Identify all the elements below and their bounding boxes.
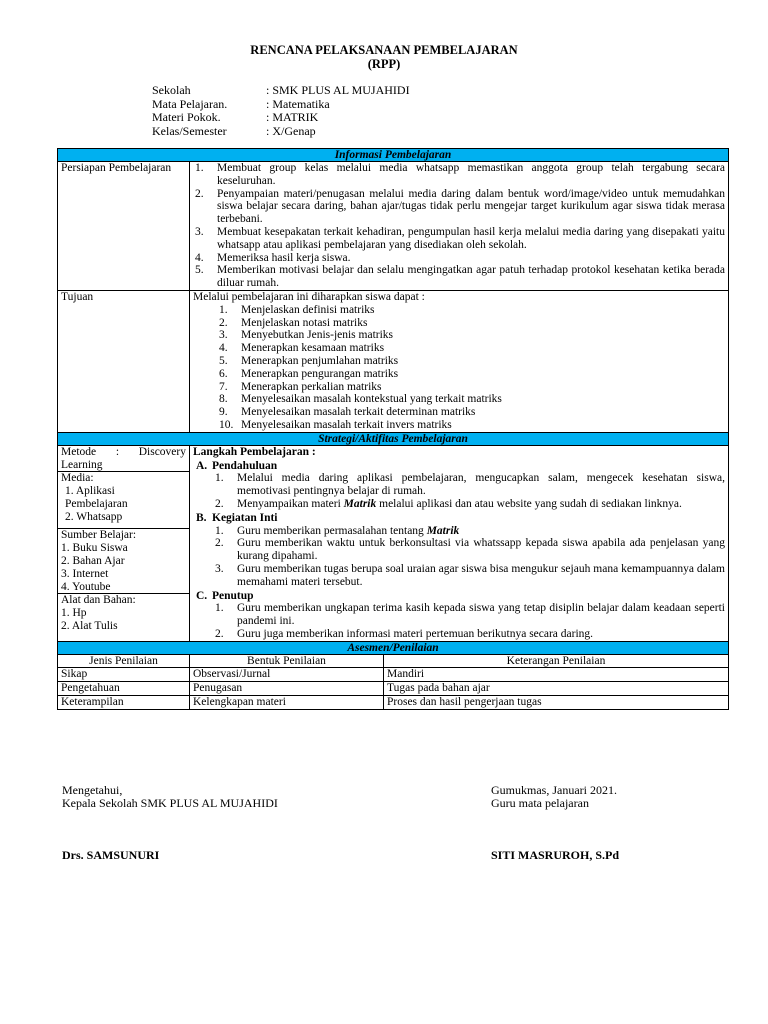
alat-item: 2. Alat Tulis: [61, 619, 118, 632]
identity-row: [152, 111, 410, 125]
signature-left-line1: Mengetahui,: [62, 783, 123, 797]
section-heading: C. Penutup: [196, 589, 254, 602]
column-header: Jenis Penilaian: [58, 654, 190, 668]
list-item: 5. Menerapkan penjumlahan matriks: [219, 354, 399, 367]
table-row: [58, 696, 729, 710]
table-row: [58, 668, 729, 682]
table-row: [58, 654, 729, 668]
list-item: 4. Memeriksa hasil kerja siswa.: [195, 251, 351, 264]
tujuan-intro: Melalui pembelajaran ini diharapkan siswa dapat :: [193, 290, 425, 303]
identity-value: : X/Genap: [266, 123, 316, 138]
list-item: 3. Guru memberikan tugas berupa soal uraian agar siswa bisa mengukur sejauh mana kemampuannya dalam memahami materi tersebut.: [215, 562, 725, 588]
list-item: 2. Menjelaskan notasi matriks: [219, 316, 368, 329]
alat-block: [58, 594, 189, 632]
list-item: 1. Melalui media daring aplikasi pembelajaran, mengucapkan salam, mengecek kesehatan siswa, memotivasi pentingnya belajar di rumah.: [215, 472, 725, 498]
table-cell: Tugas pada bahan ajar: [384, 682, 729, 696]
column-header: Bentuk Penilaian: [190, 654, 384, 668]
list-item: 3. Menyebutkan Jenis-jenis matriks: [219, 329, 394, 342]
alat-label: Alat dan Bahan:: [61, 594, 136, 607]
tujuan-cell: [190, 290, 729, 432]
signature-right-line1: Gumukmas, Januari 2021.: [491, 783, 617, 797]
media-block: [58, 472, 189, 529]
identity-key: Materi Pokok.: [152, 110, 221, 124]
column-header: Keterangan Penilaian: [384, 654, 729, 668]
identity-block: [152, 84, 410, 138]
list-item: 1. Guru memberikan ungkapan terima kasih kepada siswa yang tetap disiplin belajar dalam keadaan seperti pandemi ini.: [215, 602, 725, 628]
persiapan-cell: [190, 162, 729, 291]
metode-text: Metode : Discovery Learning: [58, 446, 189, 473]
identity-row: [152, 98, 410, 112]
asesmen-header: Asesmen/Penilaian: [58, 641, 729, 654]
signature-right: [491, 784, 617, 810]
table-cell: Kelengkapan materi: [190, 696, 384, 710]
table-cell: Mandiri: [384, 668, 729, 682]
sumber-block: [58, 529, 189, 594]
signature-left-name: Drs. SAMSUNURI: [62, 848, 160, 862]
list-item: 1. Menjelaskan definisi matriks: [219, 303, 375, 316]
tujuan-label: Tujuan: [58, 290, 190, 432]
media-label: Media:: [61, 472, 94, 485]
list-item: 4. Menerapkan kesamaan matriks: [219, 342, 385, 355]
table-cell: Pengetahuan: [58, 682, 190, 696]
identity-key: Kelas/Semester: [152, 123, 227, 138]
identity-key: Sekolah: [152, 83, 191, 97]
media-item: 2. Whatsapp: [65, 510, 123, 523]
identity-value: : SMK PLUS AL MUJAHIDI: [266, 83, 410, 97]
table-cell: Proses dan hasil pengerjaan tugas: [384, 696, 729, 710]
document-subtitle: (RPP): [367, 57, 401, 71]
list-item: 5. Memberikan motivasi belajar dan selalu mengingatkan agar patuh terhadap protokol kesehatan ketika berada diluar rumah.: [195, 264, 725, 290]
info-header: Informasi Pembelajaran: [58, 149, 729, 162]
identity-key: Mata Pelajaran.: [152, 96, 228, 111]
rpp-table: [57, 148, 729, 710]
identity-row: [152, 84, 410, 98]
alat-item: 1. Hp: [61, 607, 87, 620]
signature-right-name: SITI MASRUROH, S.Pd: [491, 848, 620, 862]
list-item: 1. Guru memberikan permasalahan tentang Matrik: [215, 524, 460, 537]
identity-row: [152, 125, 410, 139]
table-row: [58, 682, 729, 696]
signature-left-line2: Kepala Sekolah SMK PLUS AL MUJAHIDI: [62, 796, 278, 810]
document-title: RENCANA PELAKSANAAN PEMBELAJARAN: [250, 43, 518, 57]
list-item: 2. Menyampaikan materi Matrik melalui aplikasi dan atau website yang sudah di sediakan linknya.: [215, 497, 682, 510]
list-item: 2. Penyampaian materi/penugasan melalui media daring dalam bentuk word/image/video untuk memudahkan siswa belajar secara daring, bahan ajar/tugas tidak perlu mengejar target kurikulum agar siswa tidak merasa terbebani.: [195, 187, 725, 226]
media-item: 1. Aplikasi Pembelajaran: [65, 485, 128, 510]
signature-left: [62, 784, 278, 810]
signature-right-line2: Guru mata pelajaran: [491, 796, 589, 810]
sumber-item: 1. Buku Siswa: [61, 542, 128, 555]
table-cell: Observasi/Jurnal: [190, 668, 384, 682]
list-item: 7. Menerapkan perkalian matriks: [219, 380, 382, 393]
sumber-item: 3. Internet: [61, 567, 109, 580]
list-item: 8. Menyelesaikan masalah kontekstual yang terkait matriks: [219, 393, 502, 406]
table-cell: Keterampilan: [58, 696, 190, 710]
table-cell: Penugasan: [190, 682, 384, 696]
section-heading: A. Pendahuluan: [196, 459, 278, 472]
strategi-header: Strategi/Aktifitas Pembelajaran: [58, 432, 729, 445]
list-item: 1. Membuat group kelas melalui media whatsapp memastikan anggota group telah tergabung secara keseluruhan.: [195, 162, 725, 187]
persiapan-label: Persiapan Pembelajaran: [58, 162, 190, 291]
identity-value: : MATRIK: [266, 110, 319, 124]
section-heading: B. Kegiatan Inti: [196, 511, 278, 524]
list-item: 9. Menyelesaikan masalah terkait determinan matriks: [219, 406, 476, 419]
sumber-item: 2. Bahan Ajar: [61, 554, 125, 567]
list-item: 2. Guru memberikan waktu untuk berkonsultasi via whatssapp kepada siswa apabila ada penjelasan yang kurang dipahami.: [215, 537, 725, 563]
sumber-item: 4. Youtube: [61, 580, 111, 593]
list-item: 6. Menerapkan pengurangan matriks: [219, 367, 399, 380]
identity-value: : Matematika: [266, 96, 330, 111]
langkah-title: Langkah Pembelajaran :: [193, 445, 316, 458]
sumber-label: Sumber Belajar:: [61, 529, 137, 542]
list-item: 2. Guru juga memberikan informasi materi pertemuan berikutnya secara daring.: [215, 627, 594, 640]
list-item: 10. Menyelesaikan masalah terkait invers matriks: [219, 418, 452, 431]
list-item: 3. Membuat kesepakatan terkait kehadiran, pengumpulan hasil kerja melalui media daring yang disepakati yaitu whatsapp atau aplikasi pembelajaran yang disediakan oleh sekolah.: [195, 225, 725, 251]
langkah-cell: [190, 445, 729, 641]
strategi-left-cell: [58, 445, 190, 641]
table-cell: Sikap: [58, 668, 190, 682]
